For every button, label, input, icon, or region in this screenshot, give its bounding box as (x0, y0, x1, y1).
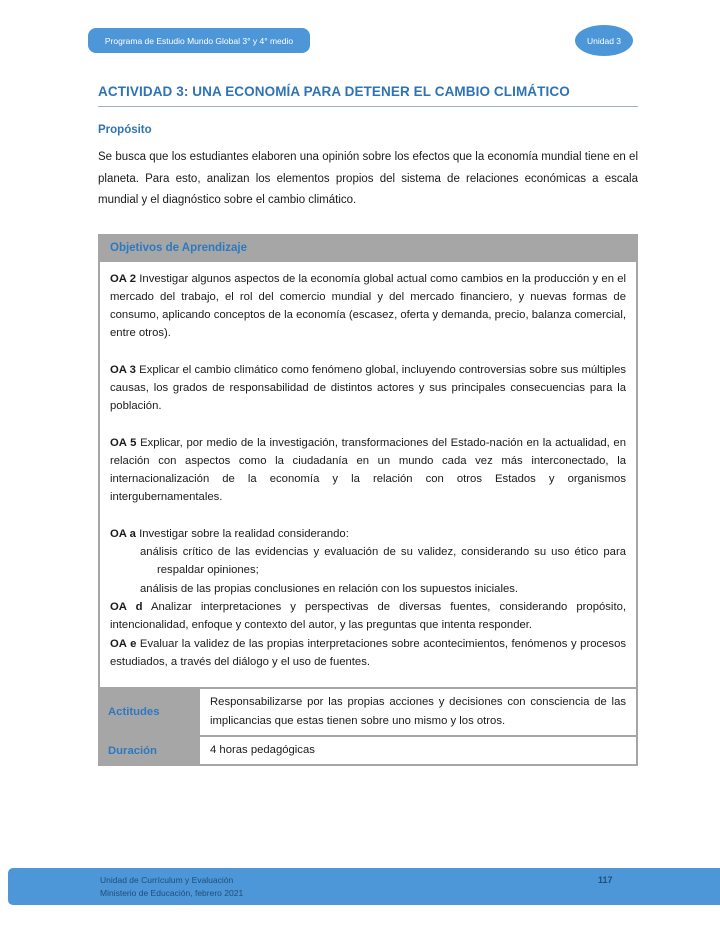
oa-item-5 (110, 434, 626, 507)
attitudes-text: Responsabilizarse por las propias acciones y decisiones con consciencia de las implicancias que estas tienen sobre uno mismo y los otros. (199, 688, 637, 736)
oa-item-d (110, 598, 626, 635)
activity-title: ACTIVIDAD 3: UNA ECONOMÍA PARA DETENER EL CAMBIO CLIMÁTICO (98, 84, 638, 107)
oa-code: OA e (110, 637, 137, 650)
objectives-body-row (99, 261, 637, 689)
page-number: 117 (598, 875, 613, 885)
attitudes-label: Actitudes (99, 688, 199, 736)
duration-label: Duración (99, 736, 199, 765)
footer-org-line1: Unidad de Currículum y Evaluación (100, 875, 234, 885)
oa-item-a (110, 525, 626, 543)
oa-text: Analizar interpretaciones y perspectivas de diversas fuentes, considerando propósito, intencionalidad, enfoque y contexto del autor, y las preguntas que intenta responder. (110, 600, 627, 632)
attitudes-row (99, 688, 637, 736)
duration-text: 4 horas pedagógicas (199, 736, 637, 765)
oa-item-a-subitem: análisis de las propias conclusiones en relación con los supuestos iniciales. (140, 582, 519, 595)
document-body (98, 0, 638, 766)
oa-text: Investigar algunos aspectos de la economía global actual como cambios en la producción y en el mercado del trabajo, el rol del comercio mundial y del mercado financiero, y nuevas formas de consumo, aplicando conceptos de la economía (escasez, oferta y demanda, precio, balanza comercial, entre otros). (110, 272, 627, 340)
objectives-body-cell (99, 261, 637, 689)
oa-text: Investigar sobre la realidad considerando: (139, 527, 349, 540)
page-footer (8, 868, 720, 905)
objectives-header: Objetivos de Aprendizaje (99, 235, 637, 261)
oa-code: OA 5 (110, 436, 137, 449)
footer-organization (100, 874, 243, 900)
duration-row (99, 736, 637, 765)
oa-code: OA 3 (110, 363, 136, 376)
objectives-table (98, 234, 638, 767)
purpose-paragraph: Se busca que los estudiantes elaboren una opinión sobre los efectos que la economía mundial tiene en el planeta. Para esto, analizan los elementos propios del sistema de relaciones económicas a escala mundial y el diagnóstico sobre el cambio climático. (98, 151, 638, 206)
oa-item-2 (110, 270, 626, 343)
oa-item-e (110, 635, 626, 672)
oa-text: Evaluar la validez de las propias interpretaciones sobre acontecimientos, fenómenos y procesos estudiados, a través del diálogo y el uso de fuentes. (110, 637, 626, 668)
program-badge: Programa de Estudio Mundo Global 3° y 4° medio (88, 28, 310, 53)
purpose-heading: Propósito (98, 124, 152, 136)
oa-code: OA a (110, 527, 136, 540)
oa-code: OA 2 (110, 272, 137, 285)
footer-org-line2: Ministerio de Educación, febrero 2021 (100, 888, 244, 898)
unit-badge: Unidad 3 (575, 25, 633, 56)
objectives-header-row (99, 235, 637, 261)
oa-text: Explicar el cambio climático como fenómeno global, incluyendo controversias sobre sus múltiples causas, los grados de responsabilidad de distintos actores y sus principales consecuencias para la población. (110, 363, 627, 413)
oa-text: Explicar, por medio de la investigación, transformaciones del Estado-nación en la actualidad, en relación con aspectos como la ciudadanía en un mundo cada vez más interconectado, la internacionalización de la economía y la relación con otros Estados y organismos intergubernamentales. (110, 436, 627, 504)
oa-item-a-subitem: análisis crítico de las evidencias y evaluación de su validez, considerando su uso ético para respaldar opiniones; (140, 546, 626, 577)
oa-code: OA d (110, 600, 143, 613)
oa-item-3 (110, 361, 626, 416)
